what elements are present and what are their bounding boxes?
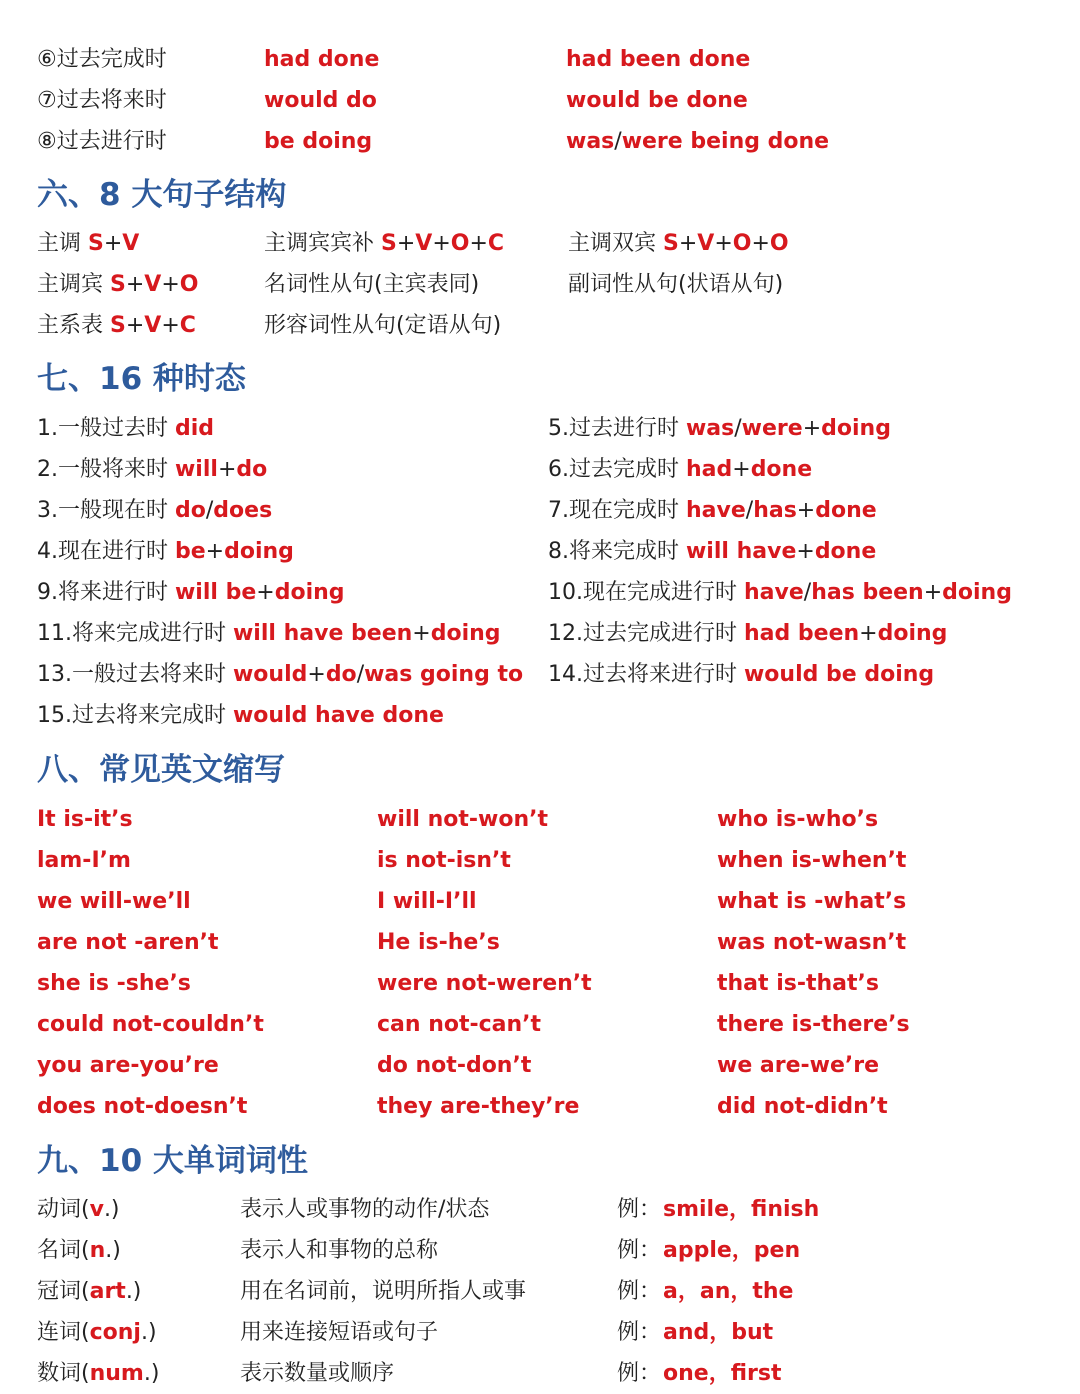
tense-item: [37, 408, 214, 449]
plain-text: 名词性从句(主宾表同): [264, 272, 480, 297]
plain-text: 名词(: [37, 1238, 90, 1263]
example-words: smile，finish: [663, 1197, 820, 1222]
abbrev-item: can not-can’t: [377, 1012, 542, 1037]
highlight-text: C: [179, 313, 196, 338]
abbrev-item: are not -aren’t: [37, 930, 219, 955]
example-words: one，first: [663, 1361, 782, 1386]
highlight-text: does: [213, 498, 273, 523]
highlight-text: n: [89, 1238, 106, 1263]
plain-text: +: [802, 416, 822, 441]
tense-row: [0, 613, 1080, 654]
highlight-text: S: [110, 313, 126, 338]
structure-item: [37, 264, 198, 305]
abbrev-row: [0, 1086, 1080, 1127]
tense-item: [548, 408, 891, 449]
plain-text: 动词(: [37, 1197, 90, 1222]
abbrev-item: there is-there’s: [717, 1012, 910, 1037]
highlight-text: num: [89, 1361, 144, 1386]
plain-text: +: [412, 621, 431, 646]
highlight-text: were being done: [621, 129, 830, 154]
active-form: would do: [264, 88, 377, 113]
tense-row: [0, 449, 1080, 490]
pos-row: [0, 1230, 1080, 1271]
pos-name: [37, 1230, 121, 1271]
section-heading-abbreviations: 八、常见英文缩写: [37, 752, 285, 788]
structure-item: [37, 223, 139, 264]
plain-text: 主调: [37, 231, 88, 256]
plain-text: +: [751, 231, 770, 256]
plain-text: 15.过去将来完成时: [37, 703, 233, 728]
abbrev-item: is not-isn’t: [377, 848, 511, 873]
example-label: 例：: [617, 1279, 662, 1304]
highlight-text: would have done: [232, 703, 444, 728]
structure-item: [264, 264, 479, 305]
abbrev-item: could not-couldn’t: [37, 1012, 264, 1037]
plain-text: 14.过去将来进行时: [548, 662, 744, 687]
pos-description: 表示数量或顺序: [240, 1361, 395, 1386]
section-heading-parts-of-speech: 九、10 大单词词性: [37, 1143, 308, 1179]
abbrev-item: It is-it’s: [37, 807, 133, 832]
highlight-text: have: [743, 580, 804, 605]
highlight-text: will: [174, 457, 218, 482]
tense-row: [0, 695, 1080, 736]
highlight-text: doing: [274, 580, 345, 605]
tense-item: [548, 449, 812, 490]
plain-text: 13.一般过去将来时: [37, 662, 233, 687]
pos-description: 用来连接短语或句子: [240, 1320, 439, 1345]
example-words: and，but: [663, 1320, 774, 1345]
plain-text: /: [614, 129, 622, 154]
passive-form: [566, 39, 750, 80]
abbrev-item: did not-didn’t: [717, 1094, 888, 1119]
tense-item: [37, 654, 523, 695]
plain-text: 副词性从句(状语从句): [568, 272, 784, 297]
highlight-text: V: [144, 272, 162, 297]
pos-name: [37, 1271, 141, 1312]
plain-text: .): [125, 1279, 142, 1304]
active-form: had done: [264, 47, 380, 72]
highlight-text: do: [236, 457, 268, 482]
highlight-text: has been: [811, 580, 924, 605]
abbrev-item: does not-doesn’t: [37, 1094, 248, 1119]
plain-text: 5.过去进行时: [548, 416, 686, 441]
highlight-text: had been: [743, 621, 860, 646]
abbrev-row: [0, 1045, 1080, 1086]
structure-row: [0, 223, 1080, 264]
highlight-text: O: [769, 231, 789, 256]
passive-form: [566, 121, 829, 162]
plain-text: 主调宾: [37, 272, 110, 297]
structure-item: [37, 305, 196, 346]
abbrev-item: lam-I’m: [37, 848, 131, 873]
plain-text: /: [803, 580, 812, 605]
highlight-text: had: [685, 457, 733, 482]
pos-name: [37, 1312, 157, 1353]
plain-text: +: [469, 231, 488, 256]
highlight-text: be: [174, 539, 206, 564]
example-label: 例：: [617, 1197, 662, 1222]
highlight-text: have: [685, 498, 746, 523]
abbrev-row: [0, 963, 1080, 1004]
pos-name: [37, 1189, 120, 1230]
highlight-text: was going to: [364, 662, 524, 687]
example-label: 例：: [617, 1361, 662, 1386]
section-heading-sentence-structures: 六、8 大句子结构: [37, 177, 287, 213]
plain-text: +: [796, 539, 815, 564]
highlight-text: V: [697, 231, 715, 256]
highlight-text: S: [88, 231, 104, 256]
highlight-text: will have been: [232, 621, 413, 646]
example-words: apple，pen: [663, 1238, 801, 1263]
tense-item: [548, 490, 877, 531]
tense-item: [548, 613, 947, 654]
tense-item: [37, 531, 294, 572]
plain-text: 数词(: [37, 1361, 90, 1386]
pos-row: [0, 1312, 1080, 1353]
abbrev-item: what is -what’s: [717, 889, 907, 914]
pos-description: 表示人和事物的总称: [240, 1238, 439, 1263]
pos-row: [0, 1271, 1080, 1312]
plain-text: +: [732, 457, 751, 482]
abbrev-item: when is-when’t: [717, 848, 907, 873]
highlight-text: V: [144, 313, 162, 338]
highlight-text: will be: [174, 580, 257, 605]
highlight-text: V: [122, 231, 140, 256]
plain-text: +: [103, 231, 123, 256]
tense-row: [0, 572, 1080, 613]
abbrev-item: you are-you’re: [37, 1053, 219, 1078]
plain-text: /: [734, 416, 742, 441]
structure-item: [264, 223, 504, 264]
active-form: be doing: [264, 129, 373, 154]
highlight-text: do: [325, 662, 357, 687]
highlight-text: doing: [942, 580, 1012, 605]
plain-text: .): [140, 1320, 157, 1345]
passive-form: [566, 80, 748, 121]
highlight-text: do: [174, 498, 206, 523]
highlight-text: would: [232, 662, 308, 687]
plain-text: 1.一般过去时: [37, 416, 175, 441]
highlight-text: has: [753, 498, 797, 523]
highlight-text: was: [566, 129, 615, 154]
plain-text: 11.将来完成进行时: [37, 621, 233, 646]
tense-name: ⑥过去完成时: [37, 47, 167, 72]
highlight-text: done: [815, 498, 877, 523]
plain-text: +: [859, 621, 878, 646]
highlight-text: S: [381, 231, 397, 256]
plain-text: 9.将来进行时: [37, 580, 175, 605]
abbrev-item: they are-they’re: [377, 1094, 580, 1119]
abbrev-item: will not-won’t: [377, 807, 549, 832]
plain-text: /: [205, 498, 214, 523]
highlight-text: would be done: [566, 88, 748, 113]
tense-voice-row: [0, 121, 1080, 162]
section-heading-16-tenses: 七、16 种时态: [37, 361, 246, 397]
highlight-text: v: [89, 1197, 104, 1222]
plain-text: 冠词(: [37, 1279, 90, 1304]
tense-voice-row: [0, 80, 1080, 121]
abbrev-item: we will-we’ll: [37, 889, 191, 914]
highlight-text: O: [450, 231, 470, 256]
highlight-text: S: [110, 272, 126, 297]
abbrev-item: was not-wasn’t: [717, 930, 907, 955]
highlight-text: would be doing: [743, 662, 935, 687]
pos-description: 用在名词前，说明所指人或事: [240, 1279, 527, 1304]
structure-item: [568, 264, 783, 305]
structure-item: [264, 305, 501, 346]
plain-text: /: [745, 498, 754, 523]
tense-item: [37, 695, 444, 736]
highlight-text: V: [415, 231, 433, 256]
plain-text: +: [217, 457, 237, 482]
plain-text: +: [432, 231, 451, 256]
tense-name: ⑦过去将来时: [37, 88, 167, 113]
plain-text: /: [356, 662, 365, 687]
abbrev-row: [0, 799, 1080, 840]
example-label: 例：: [617, 1320, 662, 1345]
highlight-text: O: [179, 272, 199, 297]
plain-text: +: [923, 580, 943, 605]
plain-text: 10.现在完成进行时: [548, 580, 744, 605]
abbrev-item: do not-don’t: [377, 1053, 532, 1078]
plain-text: 6.过去完成时: [548, 457, 686, 482]
tense-item: [37, 490, 272, 531]
plain-text: 主调宾宾补: [264, 231, 381, 256]
tense-row: [0, 654, 1080, 695]
abbrev-item: who is-who’s: [717, 807, 879, 832]
highlight-text: O: [732, 231, 752, 256]
highlight-text: done: [814, 539, 877, 564]
tense-item: [548, 531, 876, 572]
abbrev-row: [0, 922, 1080, 963]
plain-text: 4.现在进行时: [37, 539, 175, 564]
example-words: a，an，the: [663, 1279, 794, 1304]
pos-name: [37, 1353, 159, 1394]
abbrev-row: [0, 881, 1080, 922]
plain-text: 8.将来完成时: [548, 539, 686, 564]
highlight-text: C: [487, 231, 505, 256]
highlight-text: art: [89, 1279, 126, 1304]
structure-row: [0, 264, 1080, 305]
plain-text: +: [161, 272, 180, 297]
example-label: 例：: [617, 1238, 662, 1263]
tense-voice-row: [0, 39, 1080, 80]
tense-item: [37, 613, 501, 654]
abbrev-item: that is-that’s: [717, 971, 879, 996]
structure-item: [568, 223, 789, 264]
plain-text: 连词(: [37, 1320, 90, 1345]
highlight-text: done: [750, 457, 813, 482]
plain-text: 12.过去完成进行时: [548, 621, 744, 646]
pos-row: [0, 1353, 1080, 1394]
tense-row: [0, 490, 1080, 531]
plain-text: +: [161, 313, 180, 338]
highlight-text: was: [685, 416, 735, 441]
plain-text: +: [714, 231, 733, 256]
highlight-text: will have: [685, 539, 797, 564]
plain-text: 3.一般现在时: [37, 498, 175, 523]
plain-text: 主系表: [37, 313, 110, 338]
abbrev-row: [0, 1004, 1080, 1045]
plain-text: .): [143, 1361, 160, 1386]
abbrev-item: He is-he’s: [377, 930, 500, 955]
abbrev-item: I will-I’ll: [377, 889, 477, 914]
highlight-text: conj: [89, 1320, 141, 1345]
tense-item: [548, 654, 934, 695]
tense-name: ⑧过去进行时: [37, 129, 167, 154]
structure-row: [0, 305, 1080, 346]
abbrev-row: [0, 840, 1080, 881]
highlight-text: doing: [430, 621, 501, 646]
abbrev-item: she is -she’s: [37, 971, 191, 996]
pos-description: 表示人或事物的动作/状态: [240, 1197, 490, 1222]
tense-row: [0, 408, 1080, 449]
abbrev-item: were not-weren’t: [377, 971, 592, 996]
highlight-text: did: [174, 416, 215, 441]
highlight-text: had been done: [566, 47, 751, 72]
plain-text: .): [103, 1197, 120, 1222]
highlight-text: doing: [821, 416, 891, 441]
pos-row: [0, 1189, 1080, 1230]
tense-item: [37, 572, 345, 613]
plain-text: .): [105, 1238, 121, 1263]
plain-text: +: [678, 231, 698, 256]
plain-text: +: [307, 662, 326, 687]
plain-text: 主调双宾: [568, 231, 663, 256]
highlight-text: doing: [877, 621, 948, 646]
plain-text: 7.现在完成时: [548, 498, 686, 523]
plain-text: +: [256, 580, 275, 605]
highlight-text: S: [663, 231, 679, 256]
tense-row: [0, 531, 1080, 572]
plain-text: 2.一般将来时: [37, 457, 175, 482]
plain-text: +: [796, 498, 816, 523]
plain-text: +: [125, 272, 145, 297]
tense-item: [548, 572, 1012, 613]
tense-item: [37, 449, 267, 490]
plain-text: 形容词性从句(定语从句): [264, 313, 502, 338]
plain-text: +: [125, 313, 145, 338]
highlight-text: doing: [224, 539, 294, 564]
highlight-text: were: [741, 416, 803, 441]
plain-text: +: [205, 539, 225, 564]
abbrev-item: we are-we’re: [717, 1053, 880, 1078]
plain-text: +: [396, 231, 416, 256]
